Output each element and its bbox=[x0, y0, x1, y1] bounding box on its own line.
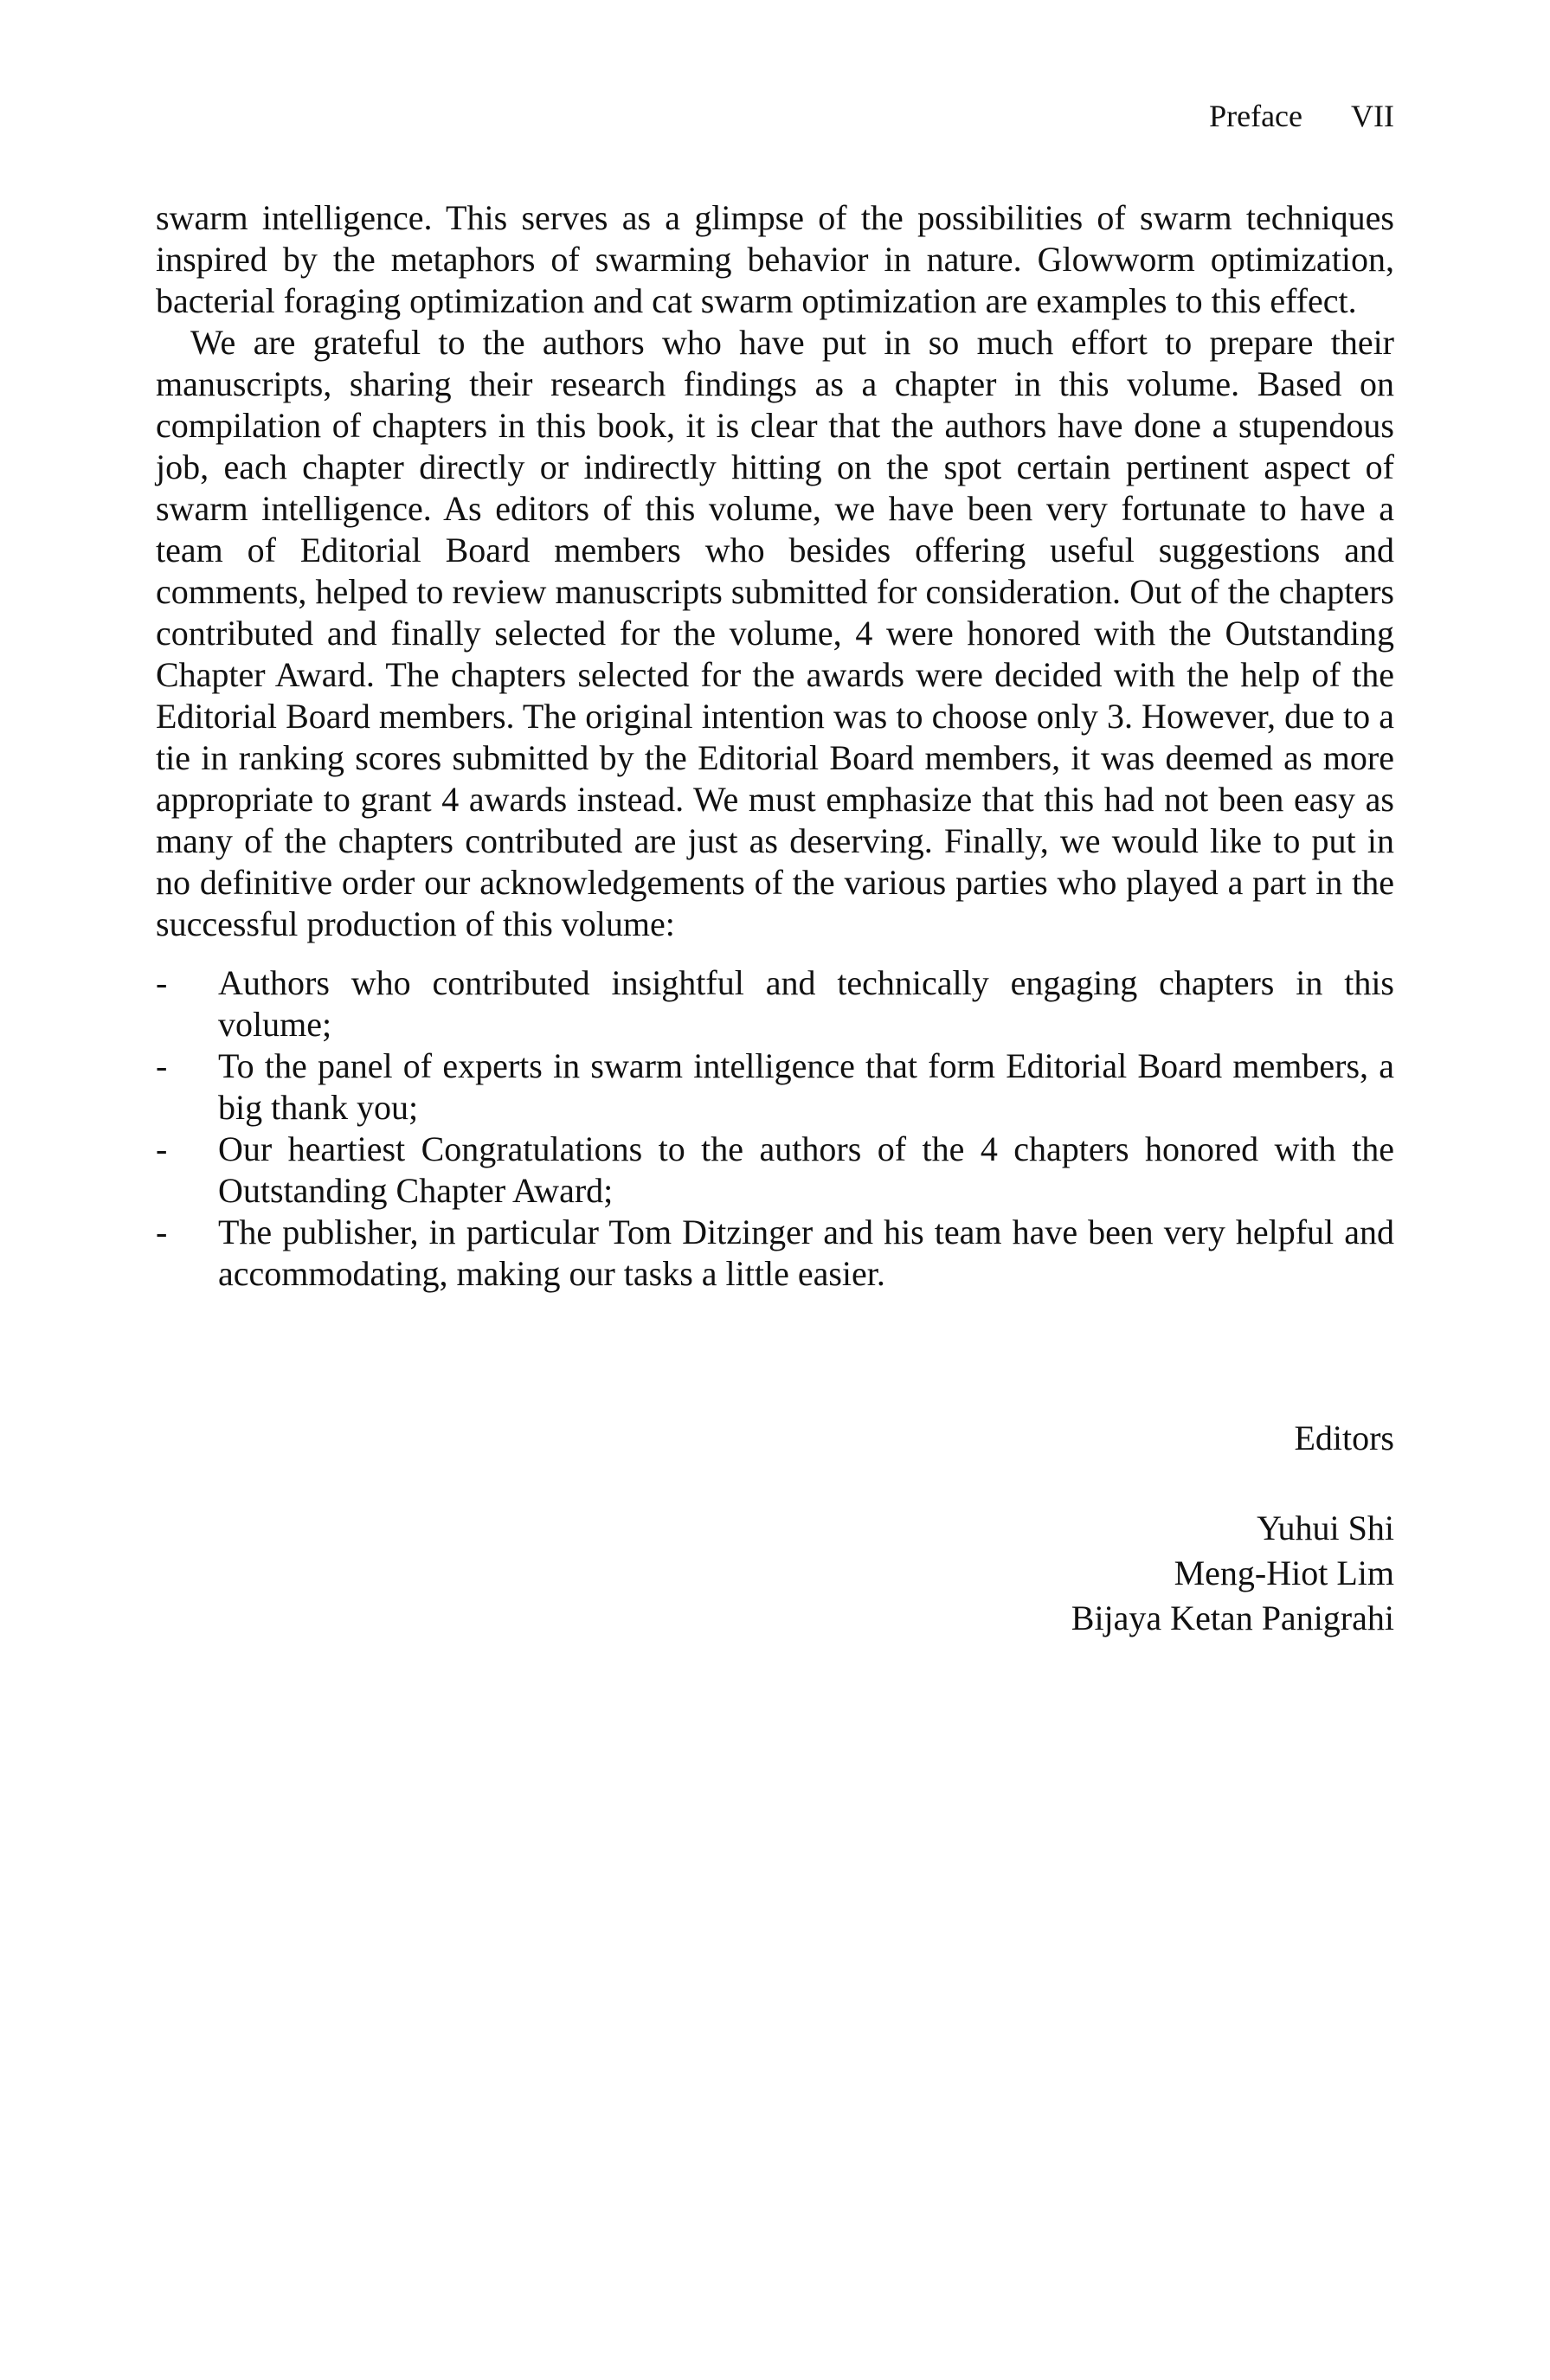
editor-name: Yuhui Shi bbox=[1257, 1508, 1394, 1547]
list-dash: - bbox=[156, 1046, 168, 1085]
list-item bbox=[156, 1045, 1394, 1129]
paragraph-acknowledgement-intro: We are grateful to the authors who have put in so much effort to prepare their manuscripts, sharing their research findings as a chapter in this volume. Based on compilation of chapters in this book, it is clear that the authors have done a stupendous job, each chapter directly or indirectly hitting on the spot certain pertinent aspect of swarm intelligence. As editors of this volume, we have been very fortunate to have a team of Editorial Board members who besides offering useful suggestions and comments, helped to review manuscripts submitted for consideration. Out of the chapters contributed and finally selected for the volume, 4 were honored with the Outstanding Chapter Award. The chapters selected for the awards were decided with the help of the Editorial Board members. The original intention was to choose only 3. However, due to a tie in ranking scores submitted by the Editorial Board members, it was deemed as more appropriate to grant 4 awards instead. We must emphasize that this had not been easy as many of the chapters contributed are just as deserving. Finally, we would like to put in no definitive order our acknowledgements of the various parties who played a part in the successful production of this volume: bbox=[156, 323, 1394, 943]
paragraph-continuation: swarm intelligence. This serves as a glimpse of the possibilities of swarm techniques inspired by the metaphors of swarming behavior in nature. Glowworm optimization, bacterial foraging optimization and cat swarm optimization are examples to this effect. bbox=[156, 198, 1394, 320]
list-dash: - bbox=[156, 1213, 168, 1251]
list-item-text: Our heartiest Congratulations to the authors of the 4 chapters honored with the Outstanding Chapter Award; bbox=[218, 1129, 1394, 1210]
list-item-text: To the panel of experts in swarm intelligence that form Editorial Board members, a big thank you; bbox=[218, 1046, 1394, 1127]
preface-body bbox=[156, 197, 1394, 1295]
editors-signature-block bbox=[1071, 1416, 1394, 1641]
editor-name: Bijaya Ketan Panigrahi bbox=[1071, 1598, 1394, 1637]
signature-role: Editors bbox=[1294, 1418, 1394, 1457]
header-section-title: Preface bbox=[1209, 99, 1303, 133]
running-header bbox=[1209, 97, 1394, 135]
list-item bbox=[156, 962, 1394, 1045]
editor-name: Meng-Hiot Lim bbox=[1174, 1553, 1394, 1592]
list-item bbox=[156, 1212, 1394, 1295]
list-item bbox=[156, 1129, 1394, 1212]
list-dash: - bbox=[156, 963, 168, 1002]
list-dash: - bbox=[156, 1129, 168, 1168]
header-page-number: VII bbox=[1351, 99, 1394, 133]
list-item-text: Authors who contributed insightful and technically engaging chapters in this volume; bbox=[218, 963, 1394, 1044]
list-item-text: The publisher, in particular Tom Ditzinger and his team have been very helpful and accommodating, making our tasks a little easier. bbox=[218, 1213, 1394, 1293]
acknowledgement-list bbox=[156, 962, 1394, 1295]
